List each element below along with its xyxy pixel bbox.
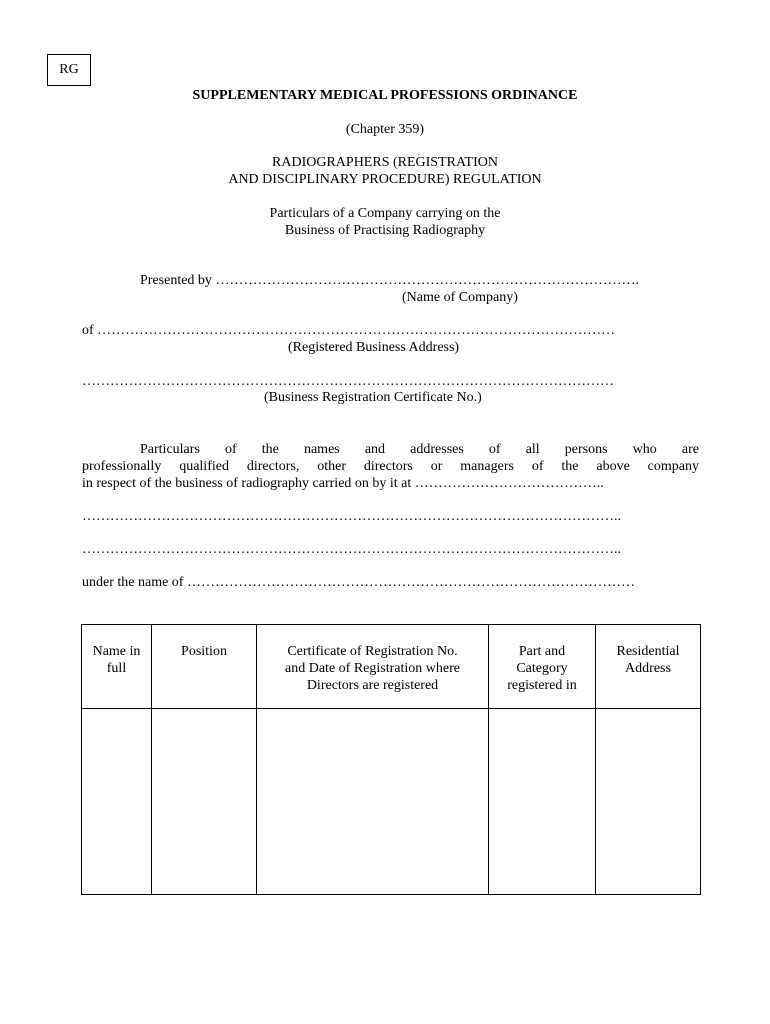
cell-residential-address[interactable] — [596, 709, 701, 895]
regulation-line-1: RADIOGRAPHERS (REGISTRATION — [272, 155, 498, 170]
presented-by-field[interactable] — [140, 273, 700, 289]
address-dotted-line[interactable]: ………………………………………………………………………………………………… — [97, 323, 616, 338]
form-code: RG — [59, 62, 79, 77]
address-label: of — [82, 323, 94, 338]
cell-certificate[interactable] — [257, 709, 489, 895]
location-dotted-line-3[interactable]: …………………………………………………………………………………………………….. — [82, 542, 621, 557]
cell-position[interactable] — [152, 709, 257, 895]
particulars-line-1: Particulars of the names and addresses of all persons who are — [140, 442, 699, 457]
table-header-row — [82, 625, 701, 709]
form-code-box — [47, 54, 91, 86]
header-certificate-of-registration — [257, 625, 489, 709]
location-continuation-1[interactable] — [82, 509, 700, 525]
ordinance-title: SUPPLEMENTARY MEDICAL PROFESSIONS ORDINANCE — [192, 88, 578, 103]
cell-name-in-full[interactable] — [82, 709, 152, 895]
location-dotted-line-2[interactable]: …………………………………………………………………………………………………….. — [82, 509, 621, 524]
location-dotted-line[interactable]: ………………………………….. — [414, 476, 604, 491]
header-residential-address — [596, 625, 701, 709]
header-part-and-category — [489, 625, 596, 709]
particulars-table — [81, 624, 701, 895]
cell-part-category[interactable] — [489, 709, 596, 895]
br-certificate-dotted-line[interactable]: …………………………………………………………………………………………………… — [82, 374, 614, 389]
subtitle-line-1: Particulars of a Company carrying on the — [269, 206, 501, 221]
particulars-line-3-text: in respect of the business of radiography carried on by it at — [82, 476, 412, 491]
header-name-in-full-label: Name in full — [92, 644, 141, 676]
under-name-field[interactable] — [82, 575, 700, 591]
particulars-line-3 — [82, 475, 699, 492]
location-continuation-2[interactable] — [82, 542, 700, 558]
under-name-dotted-line[interactable]: …………………………………………………………………………………… — [186, 575, 635, 590]
table-body-row — [82, 709, 701, 895]
br-certificate-caption: (Business Registration Certificate No.) — [264, 390, 482, 405]
presented-by-label: Presented by — [140, 273, 212, 288]
company-name-caption: (Name of Company) — [402, 290, 518, 305]
header-position-label: Position — [181, 644, 227, 659]
subtitle-line-2: Business of Practising Radiography — [284, 223, 486, 238]
address-caption: (Registered Business Address) — [288, 340, 460, 355]
presented-by-dotted-line[interactable]: ………………………………………………………………………………. — [215, 273, 639, 288]
address-field[interactable] — [82, 323, 700, 339]
regulation-line-2: AND DISCIPLINARY PROCEDURE) REGULATION — [228, 172, 542, 187]
header-name-in-full — [82, 625, 152, 709]
chapter-heading: (Chapter 359) — [345, 122, 425, 137]
header-certificate-label: Certificate of Registration No. and Date of Registration where Directors are registered — [285, 644, 460, 693]
particulars-line-2: professionally qualified directors, other directors or managers of the above company — [82, 459, 699, 474]
header-part-category-label: Part and Category registered in — [507, 644, 577, 693]
header-residential-address-label: Residential Address — [616, 644, 680, 676]
particulars-paragraph — [82, 441, 699, 492]
header-position — [152, 625, 257, 709]
br-certificate-field[interactable] — [82, 374, 700, 390]
under-name-label: under the name of — [82, 575, 184, 590]
